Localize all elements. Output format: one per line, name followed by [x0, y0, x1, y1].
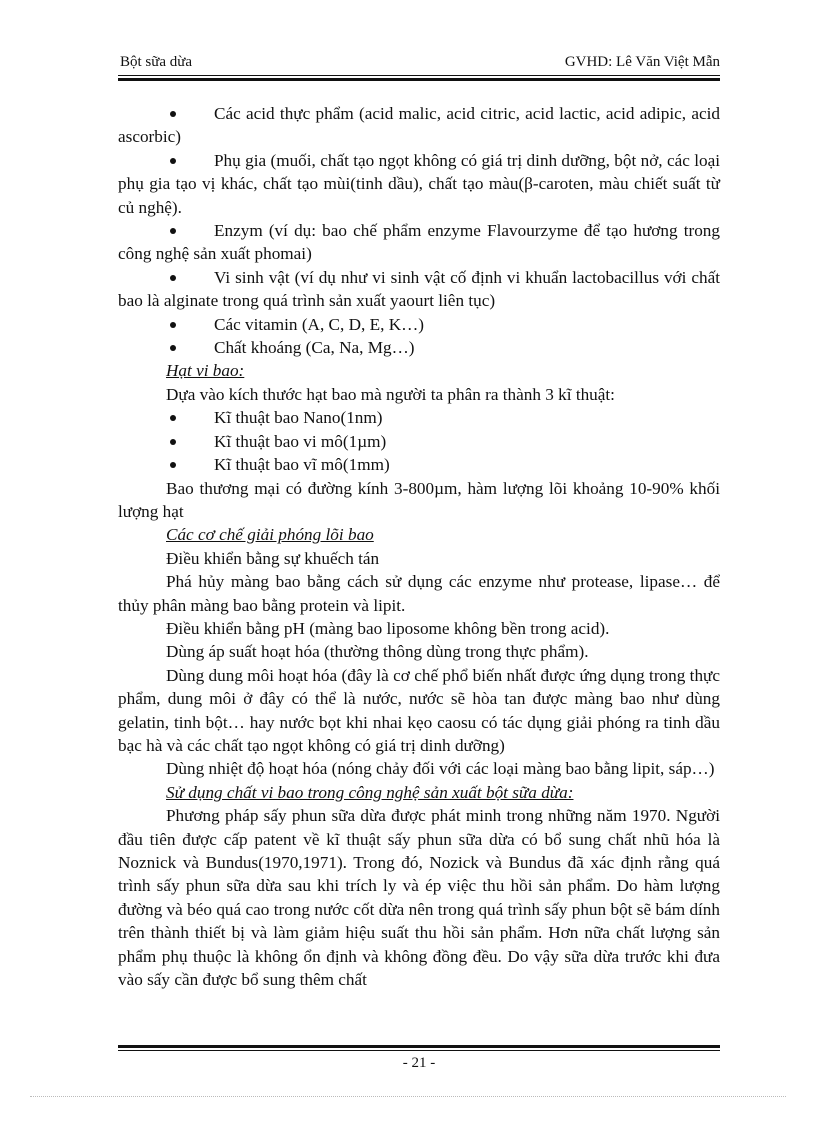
header-rule-thin	[118, 75, 720, 76]
section-heading	[118, 359, 720, 382]
bullet-dot-icon	[170, 462, 176, 468]
body-paragraph: Điều khiển bằng pH (màng bao liposome không bền trong acid).	[166, 618, 610, 638]
bullet-item: Enzym (ví dụ: bao chế phẩm enzyme Flavourzyme để tạo hương trong công nghệ sản xuất phomai)	[118, 221, 720, 264]
bullet-item: Vi sinh vật (ví dụ như vi sinh vật cố định vi khuẩn lactobacillus với chất bao là alginate trong quá trình sản xuất yaourt liên tục)	[118, 267, 720, 311]
page-edge-dotted-line	[30, 1096, 786, 1098]
footer-rule-thin	[118, 1050, 720, 1051]
section-heading-text: Hạt vi bao:	[166, 361, 245, 381]
bullet-dot-icon	[170, 345, 176, 351]
header-supervisor: GVHD: Lê Văn Việt Mẫn	[564, 54, 720, 70]
page-header	[118, 50, 720, 74]
bullet-item: Kĩ thuật bao vi mô(1µm)	[118, 430, 720, 453]
section-heading	[118, 781, 720, 804]
body-paragraph: Phá hủy màng bao bằng cách sử dụng các enzyme như protease, lipase… để thủy phân màng bao bằng protein và lipit.	[118, 572, 720, 615]
bullet-item: Phụ gia (muối, chất tạo ngọt không có giá trị dinh dưỡng, bột nở, các loại phụ gia tạo vị khác, chất tạo mùi(tinh dầu), chất tạo màu(β-caroten, màu chiết suất từ củ nghệ).	[118, 150, 720, 217]
section-heading-text: Các cơ chế giải phóng lõi bao	[166, 525, 374, 545]
bullet-dot-icon	[170, 439, 176, 445]
footer-rule-thick	[118, 1045, 720, 1048]
bullet-dot-icon	[170, 158, 176, 164]
page-body	[118, 102, 720, 991]
bullet-item: Các vitamin (A, C, D, E, K…)	[118, 313, 720, 336]
body-paragraph: Dùng áp suất hoạt hóa (thường thông dùng trong thực phẩm).	[166, 642, 589, 662]
header-document-title: Bột sữa dừa	[120, 54, 193, 70]
body-paragraph: Dựa vào kích thước hạt bao mà người ta phân ra thành 3 kĩ thuật:	[166, 384, 615, 404]
bullet-item: Chất khoáng (Ca, Na, Mg…)	[118, 336, 720, 359]
section-heading-text: Sử dụng chất vi bao trong công nghệ sản xuất bột sữa dừa:	[166, 782, 574, 802]
bullet-dot-icon	[170, 111, 176, 117]
bullet-item: Các acid thực phẩm (acid malic, acid citric, acid lactic, acid adipic, acid ascorbic)	[118, 104, 720, 147]
header-rule-thick	[118, 78, 720, 81]
body-paragraph: Bao thương mại có đường kính 3-800µm, hàm lượng lõi khoảng 10-90% khối lượng hạt	[118, 478, 720, 521]
bullet-dot-icon	[170, 275, 176, 281]
body-paragraph: Phương pháp sấy phun sữa dừa được phát minh trong những năm 1970. Người đầu tiên được cấp patent về kĩ thuật sấy phun sữa dừa có bổ sung chất nhũ hóa là Noznick và Bundus(1970,1971). Trong đó, Nozick và Bundus đã xác định rằng quá trình sấy phun sữa dừa sau khi trích ly và ép việc thu hồi sản phẩm. Do hàm lượng đường và béo quá cao trong nước cốt dừa nên trong quá trình sấy phun bột sẽ bám dính trên thành thiết bị và làm giảm hiệu suất thu hồi sản phẩm. Hơn nữa chất lượng sản phẩm phụ thuộc là không ổn định và không đồng đều. Do vậy sữa dừa trước khi đưa vào sấy cần được bổ sung thêm chất	[118, 806, 720, 990]
bullet-dot-icon	[170, 415, 176, 421]
bullet-dot-icon	[170, 322, 176, 328]
body-paragraph: Dùng nhiệt độ hoạt hóa (nóng chảy đối với các loại màng bao bằng lipit, sáp…)	[166, 759, 715, 779]
section-heading	[118, 523, 720, 546]
body-paragraph: Dùng dung môi hoạt hóa (đây là cơ chế phổ biến nhất được ứng dụng trong thực phẩm, dung môi ở đây có thể là nước, nước sẽ hòa tan được màng bao như dùng gelatin, tinh bột… hay nước bọt khi nhai kẹo caosu có tác dụng giải phóng ra tinh dầu bạc hà và các chất tạo ngọt không có giá trị dinh dưỡng)	[118, 665, 720, 755]
bullet-item: Kĩ thuật bao vĩ mô(1mm)	[118, 453, 720, 476]
bullet-dot-icon	[170, 228, 176, 234]
bullet-item: Kĩ thuật bao Nano(1nm)	[118, 406, 720, 429]
page-number: - 21 -	[402, 1055, 436, 1071]
body-paragraph: Điều khiển bằng sự khuếch tán	[166, 548, 380, 568]
